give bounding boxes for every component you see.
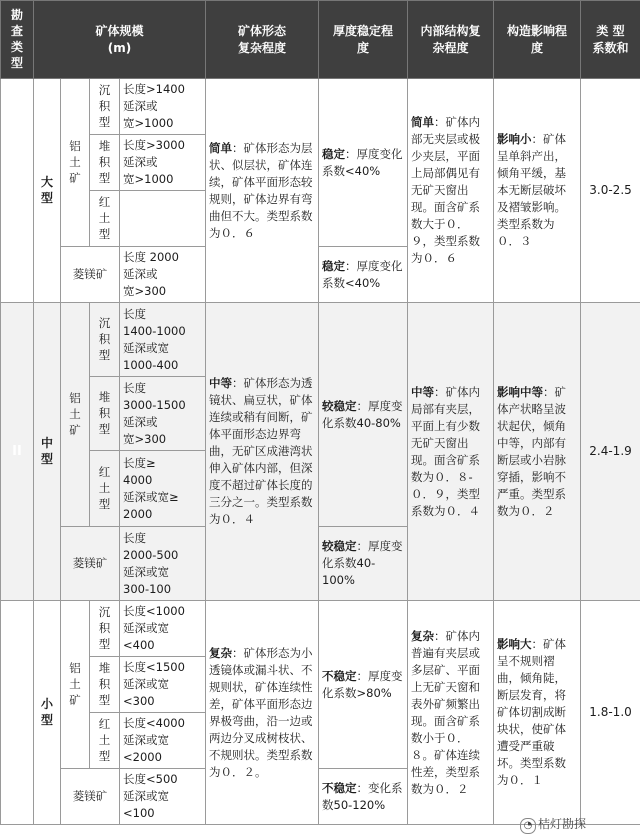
header-exploration-type: 勘查类型 xyxy=(1,1,34,79)
header-thickness-stability: 厚度稳定程 度 xyxy=(319,1,408,79)
header-shape-complexity: 矿体形态 复杂程度 xyxy=(206,1,319,79)
magnesite-cell: 菱镁矿 xyxy=(61,769,120,825)
size-cell xyxy=(120,191,206,247)
thickness-desc: 稳定：厚度变化系数<40% xyxy=(319,247,408,303)
size-cell: 长度<500 延深或宽 <100 xyxy=(120,769,206,825)
thickness-desc: 较稳定：厚度变化系数40-80% xyxy=(319,303,408,527)
table-row xyxy=(1,79,640,135)
subtype-cell: 堆积型 xyxy=(90,657,120,713)
coefficient-cell: 1.8-1.0 xyxy=(581,601,640,825)
size-cell: 长度<4000 延深或宽 <2000 xyxy=(120,713,206,769)
tectonic-desc: 影响大：矿体呈不规则褶曲，倾角陡，断层发育，将矿体切割成断块状，使矿体遭受严重破坏。类型系数为０．１ xyxy=(494,601,581,825)
watermark xyxy=(520,815,586,834)
wechat-icon: ◔ xyxy=(520,818,536,834)
tectonic-desc: 影响中等：矿体产状略呈波状起伏，倾角中等，内部有断层或小岩脉穿插，影响不严重。类型系数为０．２ xyxy=(494,303,581,601)
subtype-cell: 红土型 xyxy=(90,451,120,527)
shape-desc: 中等：矿体形态为透镜状、扁豆状，矿体连续或稍有间断，矿体平面形态边界弯曲，无矿区成港湾状伸入矿体内部，但深度不超过矿体长度的三分之一。类型系数为０．４ xyxy=(206,303,319,601)
subtype-cell: 红土型 xyxy=(90,191,120,247)
header-coefficient-sum: 类 型 系数和 xyxy=(581,1,640,79)
subtype-cell: 堆积型 xyxy=(90,377,120,451)
watermark-text: 桔灯勘探 xyxy=(538,817,587,831)
scale-cell: 大型 xyxy=(34,79,61,303)
size-cell: 长度>3000 延深或 宽>1000 xyxy=(120,135,206,191)
coefficient-cell: 2.4-1.9 xyxy=(581,303,640,601)
size-cell: 长度 1400-1000 延深或宽 1000-400 xyxy=(120,303,206,377)
size-cell: 长度<1500 延深或宽 <300 xyxy=(120,657,206,713)
size-cell: 长度 3000-1500 延深或 宽>300 xyxy=(120,377,206,451)
subtype-cell: 沉积型 xyxy=(90,79,120,135)
coefficient-cell: 3.0-2.5 xyxy=(581,79,640,303)
grade-cell: III xyxy=(1,601,34,825)
magnesite-cell: 菱镁矿 xyxy=(61,527,120,601)
scale-cell: 小型 xyxy=(34,601,61,825)
thickness-desc: 稳定：厚度变化系数<40% xyxy=(319,79,408,247)
grade-cell: II xyxy=(1,303,34,601)
grade-cell: I xyxy=(1,79,34,303)
thickness-desc: 较稳定：厚度变化系数40-100% xyxy=(319,527,408,601)
header-ore-body-scale: 矿体规模 (m) xyxy=(34,1,206,79)
internal-desc: 简单：矿体内部无夹层或极少夹层，平面上局部偶见有无矿天窗出现。面含矿系数大于０．９，类型系数为０．６ xyxy=(408,79,494,303)
internal-desc: 中等：矿体内局部有夹层，平面上有少数无矿天窗出现。面含矿系数为０．８-０．９，类型系数为０．４ xyxy=(408,303,494,601)
size-cell: 长度 2000-500 延深或宽 300-100 xyxy=(120,527,206,601)
header-internal-structure: 内部结构复 杂程度 xyxy=(408,1,494,79)
magnesite-cell: 菱镁矿 xyxy=(61,247,120,303)
header-row xyxy=(1,1,640,79)
size-cell: 长度≥ 4000 延深或宽≥ 2000 xyxy=(120,451,206,527)
thickness-desc: 不稳定：变化系数50-120% xyxy=(319,769,408,825)
size-cell: 长度>1400 延深或 宽>1000 xyxy=(120,79,206,135)
mineral-cell: 铝土矿 xyxy=(61,303,90,527)
subtype-cell: 堆积型 xyxy=(90,135,120,191)
thickness-desc: 不稳定：厚度变化系数>80% xyxy=(319,601,408,769)
subtype-cell: 红土型 xyxy=(90,713,120,769)
subtype-cell: 沉积型 xyxy=(90,303,120,377)
header-tectonic-influence: 构造影响程 度 xyxy=(494,1,581,79)
mineral-cell: 铝土矿 xyxy=(61,79,90,247)
size-cell: 长度 2000 延深或 宽>300 xyxy=(120,247,206,303)
shape-desc: 复杂：矿体形态为小透镜体或漏斗状、不规则状，矿体连续性差，矿体平面形态边界极弯曲，沿一边或两边分叉成树枝状、不规则状。类型系数为０．２。 xyxy=(206,601,319,825)
size-cell: 长度<1000 延深或宽 <400 xyxy=(120,601,206,657)
tectonic-desc: 影响小：矿体呈单斜产出，倾角平缓，基本无断层破坏及褶皱影响。类型系数为０．３ xyxy=(494,79,581,303)
table-row xyxy=(1,303,640,377)
scale-cell: 中型 xyxy=(34,303,61,601)
table-row xyxy=(1,601,640,657)
shape-desc: 简单：矿体形态为层状、似层状，矿体连续，矿体平面形态较规则，矿体边界有弯曲但不大。类型系数为０．６ xyxy=(206,79,319,303)
subtype-cell: 沉积型 xyxy=(90,601,120,657)
internal-desc: 复杂：矿体内普遍有夹层或多层矿、平面上无矿天窗和表外矿频繁出现。面含矿系数小于０．８。矿体连续性差，类型系数为０．２ xyxy=(408,601,494,825)
mineral-cell: 铝土矿 xyxy=(61,601,90,769)
